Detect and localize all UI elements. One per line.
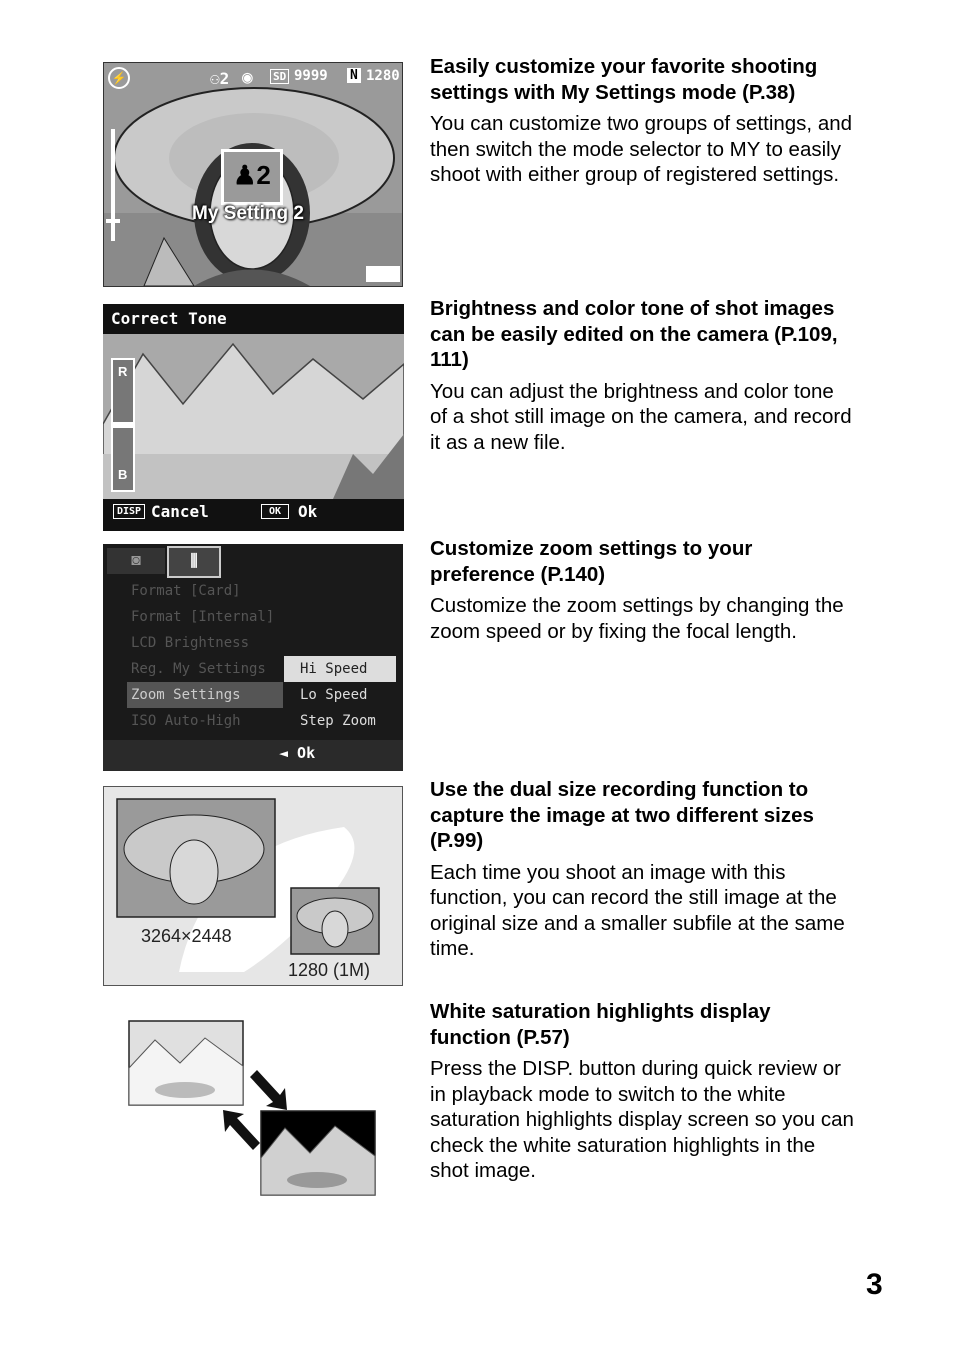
rb-scale <box>111 358 135 492</box>
submenu-item-selected[interactable]: Hi Speed <box>284 656 396 682</box>
my-settings-number: 2 <box>219 69 230 88</box>
dual-size-illustration <box>104 787 402 985</box>
menu-item[interactable]: Format [Card] <box>131 583 241 599</box>
section-body: Press the DISP. button during quick review or in playback mode to switch to the white saturation highlights display screen so you can check the white saturation highlights in the shot image. <box>430 1057 854 1182</box>
section-heading: White saturation highlights display function (P.57) <box>430 1000 771 1049</box>
section-heading: Customize zoom settings to your preference (P.140) <box>430 537 753 586</box>
my-settings-figure <box>103 62 403 287</box>
menu-footer <box>103 740 403 771</box>
submenu-item[interactable]: Step Zoom <box>300 713 376 729</box>
section-body: Customize the zoom settings by changing the zoom speed or by fixing the focal length. <box>430 594 844 643</box>
flash-icon: ⚡ <box>108 67 130 89</box>
sd-card-label: SD <box>270 69 289 84</box>
section-body: You can customize two groups of settings, and then switch the mode selector to MY to easily shoot with either group of registered settings. <box>430 112 853 186</box>
my-setting-icon-box: ♟2 <box>221 149 283 205</box>
menu-item[interactable]: Reg. My Settings <box>131 661 266 677</box>
section-heading: Use the dual size recording function to capture the image at two different sizes (P.99) <box>430 778 814 852</box>
menu-item[interactable]: Format [Internal] <box>131 609 275 625</box>
menu-list <box>127 578 283 738</box>
landscape-illustration <box>103 304 404 531</box>
small-size-label: 1280 (1M) <box>288 960 371 980</box>
ok-label: Ok <box>298 502 318 521</box>
page-number: 3 <box>866 1268 883 1301</box>
my-settings-icon: ⚇2 <box>210 69 230 88</box>
section-zoom-settings <box>430 536 855 644</box>
white-saturation-illustration <box>125 1018 381 1200</box>
section-body: Each time you shoot an image with this function, you can record the still image at the original size and a smaller subfile at the same time. <box>430 860 845 960</box>
section-correct-tone <box>430 296 855 455</box>
tone-footer <box>103 499 404 531</box>
camera-mode-icon: ◉ <box>242 67 253 88</box>
quality-label: N <box>347 68 361 83</box>
white-saturation-figure <box>125 1018 381 1200</box>
disp-key[interactable]: DISP <box>113 504 145 519</box>
submenu-item[interactable]: Lo Speed <box>300 687 368 703</box>
zoom-marker <box>106 219 120 223</box>
scale-marker <box>113 422 133 428</box>
menu-item-selected[interactable]: Zoom Settings <box>127 682 283 708</box>
tab-camera[interactable]: ◙ <box>107 548 165 574</box>
scale-bottom-label: B <box>118 467 128 482</box>
menu-item[interactable]: LCD Brightness <box>131 635 250 651</box>
my-setting-label: My Setting 2 <box>192 203 304 224</box>
section-dual-size <box>430 777 855 962</box>
section-heading: Easily customize your favorite shooting settings with My Settings mode (P.38) <box>430 55 818 104</box>
section-my-settings <box>430 54 855 188</box>
battery-icon <box>366 266 400 282</box>
my-setting-box-number: 2 <box>256 160 271 190</box>
section-white-saturation <box>430 999 855 1184</box>
cancel-label: Cancel <box>151 502 209 521</box>
scale-top-label: R <box>118 364 128 379</box>
large-size-label: 3264×2448 <box>141 926 232 946</box>
dual-size-figure <box>103 786 403 986</box>
ok-key[interactable]: OK <box>261 504 289 519</box>
zoom-settings-figure <box>103 544 403 771</box>
zoom-bar <box>111 129 115 241</box>
correct-tone-title: Correct Tone <box>111 309 227 328</box>
section-body: You can adjust the brightness and color tone of a shot still image on the camera, and record it as a new file. <box>430 379 852 454</box>
menu-item[interactable]: ISO Auto-High <box>131 713 241 729</box>
back-ok-label[interactable]: ◄ Ok <box>279 744 316 762</box>
tab-setup[interactable]: ⫼ <box>167 546 221 578</box>
correct-tone-figure <box>103 304 404 531</box>
submenu-list <box>284 656 396 738</box>
shots-remaining: 9999 <box>294 68 328 84</box>
image-size: 1280 <box>366 68 400 84</box>
section-heading: Brightness and color tone of shot images can be easily edited on the camera (P.109, 111) <box>430 297 838 371</box>
